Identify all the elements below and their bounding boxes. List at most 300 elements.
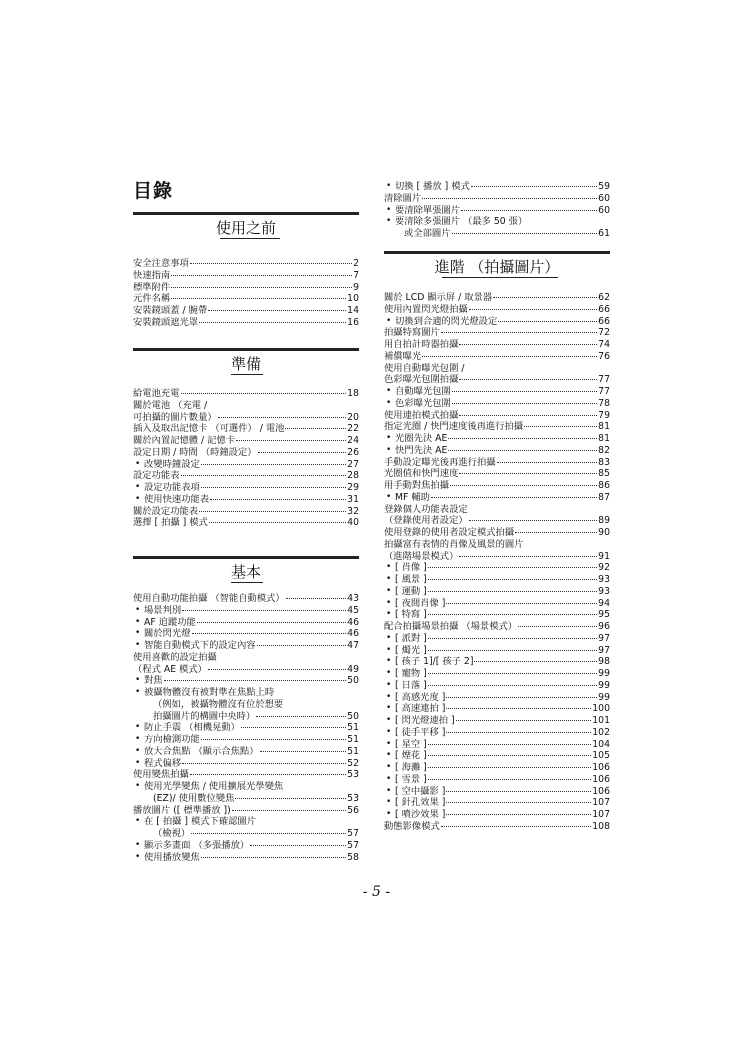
toc-entry[interactable] — [384, 633, 610, 645]
toc-dot-leader — [446, 732, 591, 733]
toc-entry-label: • 要清除多張圖片 （最多 50 張） — [384, 216, 527, 228]
toc-dot-leader — [446, 708, 591, 709]
toc-dot-leader — [515, 532, 597, 533]
toc-entry[interactable] — [384, 539, 610, 551]
toc-entry[interactable] — [384, 468, 610, 480]
toc-entry[interactable] — [384, 363, 610, 375]
toc-entry[interactable] — [384, 304, 610, 316]
toc-entry-page: 18 — [347, 388, 359, 399]
toc-entry-page: 77 — [598, 374, 610, 386]
toc-entry-page: 43 — [347, 593, 359, 604]
toc-entry[interactable] — [384, 680, 610, 692]
toc-entry-label: 可拍攝的圖片數量） — [133, 411, 217, 423]
toc-entry-page: 40 — [347, 517, 359, 529]
toc-entry[interactable] — [133, 805, 359, 817]
toc-entry-page: 28 — [347, 470, 359, 482]
toc-entry-page: 59 — [598, 181, 610, 192]
toc-dot-leader — [441, 332, 597, 333]
toc-dot-leader — [190, 774, 346, 775]
toc-entry-label: • 方向檢測功能 — [133, 734, 200, 746]
toc-dot-leader — [422, 356, 597, 357]
toc-entry-label: 設定功能表 — [133, 470, 180, 482]
toc-entry[interactable] — [133, 711, 359, 723]
toc-dot-leader — [446, 697, 597, 698]
toc-dot-leader — [446, 791, 591, 792]
toc-entry[interactable] — [133, 282, 359, 294]
toc-list-before-use — [133, 258, 359, 329]
section-heading: 準備 — [230, 355, 261, 373]
toc-entry[interactable] — [384, 598, 610, 610]
toc-entry-label: （進階場景模式） — [384, 550, 459, 562]
toc-entry-page: 7 — [353, 269, 359, 281]
toc-entry[interactable] — [384, 504, 610, 516]
toc-entry-page: 102 — [592, 726, 610, 738]
toc-entry[interactable] — [384, 692, 610, 704]
toc-entry-label: 補償曝光 — [384, 350, 422, 362]
toc-entry[interactable] — [133, 412, 359, 424]
toc-entry[interactable] — [133, 482, 359, 494]
toc-dot-leader — [431, 497, 597, 498]
toc-entry-page: 82 — [598, 444, 610, 456]
toc-entry[interactable] — [384, 739, 610, 751]
toc-entry-page: 96 — [598, 621, 610, 632]
toc-entry-label: • 光圈先決 AE — [384, 433, 447, 445]
toc-entry-page: 87 — [598, 491, 610, 503]
toc-entry-label: • [ 燭光 ] — [384, 645, 427, 657]
toc-dot-leader — [164, 680, 347, 681]
toc-dot-leader — [428, 614, 597, 615]
toc-dot-leader — [201, 487, 346, 488]
toc-entry[interactable] — [133, 769, 359, 781]
toc-entry-label: • 使用快速功能表 — [133, 494, 209, 506]
toc-entry[interactable] — [384, 292, 610, 304]
toc-entry-page: 45 — [347, 604, 359, 616]
toc-entry-page: 83 — [598, 456, 610, 468]
toc-dot-leader — [459, 415, 597, 416]
toc-dot-leader — [208, 310, 346, 311]
toc-entry-page: 74 — [598, 339, 610, 350]
toc-entry[interactable] — [133, 722, 359, 734]
toc-entry[interactable] — [384, 645, 610, 657]
toc-entry-label: • 防止手震 （相機晃動） — [133, 722, 240, 734]
toc-entry-page: 76 — [598, 350, 610, 362]
toc-entry[interactable] — [384, 715, 610, 727]
toc-entry-label: 關於電池 （充電 / — [133, 399, 208, 411]
toc-entry-page: 93 — [598, 574, 610, 585]
toc-dot-leader — [181, 393, 347, 394]
toc-entry-label: 使用變焦拍攝 — [133, 769, 189, 781]
toc-entry-label: 安全注意事項 — [133, 258, 189, 269]
toc-entry[interactable] — [384, 562, 610, 574]
toc-entry[interactable] — [133, 470, 359, 482]
toc-entry[interactable] — [384, 193, 610, 205]
toc-entry-page: 31 — [347, 493, 359, 505]
toc-dot-leader — [201, 857, 346, 858]
toc-entry-label: • 程式偏移 — [133, 758, 181, 770]
toc-dot-leader — [493, 297, 597, 298]
toc-entry-label: • 設定功能表項 — [133, 482, 200, 494]
toc-entry-page: 32 — [347, 505, 359, 517]
toc-dot-leader — [260, 751, 347, 752]
toc-entry-page: 107 — [592, 797, 610, 809]
toc-entry-page: 27 — [347, 458, 359, 470]
toc-dot-leader — [452, 403, 597, 404]
toc-entry-label: 關於設定功能表 — [133, 505, 199, 517]
toc-dot-leader — [257, 645, 347, 646]
toc-list-basic — [133, 593, 359, 863]
toc-dot-leader — [428, 767, 591, 768]
toc-dot-leader — [428, 579, 597, 580]
toc-entry-label: • [ 煙花 ] — [384, 750, 427, 762]
toc-entry-label: 使用內置閃光燈拍攝 — [384, 303, 468, 315]
toc-dot-leader — [459, 344, 597, 345]
toc-dot-leader — [201, 739, 346, 740]
toc-entry[interactable] — [133, 447, 359, 459]
toc-entry[interactable] — [384, 386, 610, 398]
toc-dot-leader — [428, 650, 597, 651]
toc-entry-label: • [ 肖像 ] — [384, 562, 427, 574]
toc-entry-label: • AF 追蹤功能 — [133, 617, 196, 629]
toc-entry-label: （登錄使用者設定） — [384, 515, 468, 527]
toc-entry-label: • [ 徒手平移 ] — [384, 727, 445, 739]
toc-dot-leader — [199, 322, 346, 323]
toc-entry[interactable] — [384, 656, 610, 668]
toc-entry[interactable] — [133, 828, 359, 840]
toc-list-advanced-recording — [384, 292, 610, 833]
toc-entry-page: 72 — [598, 327, 610, 339]
toc-entry-label: • [ 特寫 ] — [384, 609, 427, 621]
toc-entry-page: 60 — [598, 204, 610, 216]
toc-entry-page: 51 — [347, 722, 359, 734]
toc-entry[interactable] — [384, 774, 610, 786]
toc-entry-page: 89 — [598, 515, 610, 527]
toc-dot-leader — [232, 810, 346, 811]
toc-entry-page: 66 — [598, 315, 610, 327]
toc-entry-page: 26 — [347, 446, 359, 458]
toc-dot-leader — [209, 522, 346, 523]
toc-entry-page: 90 — [598, 527, 610, 538]
toc-entry[interactable] — [384, 809, 610, 821]
toc-entry[interactable] — [133, 506, 359, 518]
toc-entry[interactable] — [133, 605, 359, 617]
toc-entry[interactable] — [133, 640, 359, 652]
toc-entry-page: 100 — [592, 703, 610, 715]
toc-dot-leader — [471, 186, 597, 187]
toc-entry-page: 93 — [598, 585, 610, 597]
toc-entry[interactable] — [133, 494, 359, 506]
toc-entry-label: • [ 針孔效果 ] — [384, 797, 445, 809]
toc-dot-leader — [459, 473, 597, 474]
toc-entry[interactable] — [384, 228, 610, 240]
toc-entry-page: 46 — [347, 616, 359, 628]
toc-entry[interactable] — [133, 617, 359, 629]
toc-entry[interactable] — [384, 621, 610, 633]
toc-entry[interactable] — [384, 551, 610, 563]
toc-entry-label: 選擇 [ 拍攝 ] 模式 — [133, 517, 208, 529]
toc-entry-label: （程式 AE 模式） — [133, 663, 207, 675]
toc-entry[interactable] — [133, 734, 359, 746]
toc-dot-leader — [428, 591, 597, 592]
toc-entry[interactable] — [384, 574, 610, 586]
toc-entry-page: 79 — [598, 409, 610, 421]
toc-entry[interactable] — [133, 628, 359, 640]
toc-dot-leader — [441, 826, 591, 827]
toc-entry-label: • [ 派對 ] — [384, 633, 427, 645]
toc-entry-label: • 要清除單張圖片 — [384, 205, 460, 217]
page-title: 目錄 — [133, 180, 174, 202]
toc-dot-leader — [469, 520, 597, 521]
toc-entry-label: • [ 高速連拍 ] — [384, 703, 445, 715]
toc-entry-page: 9 — [353, 281, 359, 293]
section-header-basic — [133, 556, 359, 584]
toc-entry-page: 16 — [347, 316, 359, 328]
toc-entry-page: 29 — [347, 482, 359, 493]
toc-entry-page: 57 — [347, 839, 359, 851]
toc-entry-label: • [ 海灘 ] — [384, 762, 427, 774]
toc-entry[interactable] — [133, 270, 359, 282]
toc-entry[interactable] — [384, 586, 610, 598]
toc-entry-label: • [ 噴沙效果 ] — [384, 809, 445, 821]
toc-entry[interactable] — [384, 515, 610, 527]
toc-entry[interactable] — [133, 423, 359, 435]
toc-entry[interactable] — [133, 675, 359, 687]
toc-dot-leader — [192, 633, 347, 634]
toc-entry[interactable] — [133, 852, 359, 864]
toc-entry-label: 關於 LCD 顯示屏 / 取景器 — [384, 292, 493, 303]
toc-entry-label: • 切換到合適的閃光燈設定 — [384, 316, 497, 328]
toc-dot-leader — [448, 438, 597, 439]
toc-entry[interactable] — [384, 433, 610, 445]
section-rule — [133, 556, 359, 559]
toc-dot-leader — [450, 485, 597, 486]
toc-entry[interactable] — [133, 317, 359, 329]
toc-entry-label: • 被攝物體沒有被對準在焦點上時 — [133, 687, 274, 699]
toc-entry[interactable] — [133, 699, 359, 711]
toc-dot-leader — [428, 744, 591, 745]
toc-entry-page: 81 — [598, 421, 610, 433]
toc-entry-label: • [ 閃光燈連拍 ] — [384, 715, 455, 727]
toc-dot-leader — [171, 287, 352, 288]
toc-dot-leader — [446, 603, 597, 604]
toc-entry-label: 登錄個人功能表設定 — [384, 503, 468, 515]
toc-entry-label: 插入及取出記憶卡 （可選件） / 電池 — [133, 423, 285, 435]
toc-entry-label: 使用登錄的使用者設定模式拍攝 — [384, 527, 515, 538]
toc-entry[interactable] — [384, 821, 610, 833]
toc-entry-label: 使用自動功能拍攝 （智能自動模式） — [133, 593, 285, 604]
toc-entry[interactable] — [133, 664, 359, 676]
toc-dot-leader — [199, 511, 346, 512]
toc-entry[interactable] — [384, 398, 610, 410]
section-heading: 基本 — [230, 563, 261, 581]
toc-dot-leader — [428, 638, 597, 639]
toc-entry-label: • 顯示多畫面 （多張播放） — [133, 840, 249, 852]
toc-entry[interactable] — [133, 840, 359, 852]
toc-entry-label: 拍攝富有表情的肖像及風景的圖片 — [384, 538, 524, 550]
toc-entry[interactable] — [133, 793, 359, 805]
toc-entry-label: 使用喜歡的設定拍攝 — [133, 651, 217, 663]
toc-dot-leader — [524, 426, 597, 427]
toc-entry-label: 用自拍計時器拍攝 — [384, 339, 459, 350]
toc-entry[interactable] — [384, 668, 610, 680]
toc-entry[interactable] — [384, 445, 610, 457]
toc-dot-leader — [235, 798, 346, 799]
toc-entry[interactable] — [384, 492, 610, 504]
toc-entry-label: • 在 [ 拍攝 ] 模式下確認圖片 — [133, 816, 256, 828]
toc-entry-label: • [ 夜間肖像 ] — [384, 598, 445, 610]
toc-entry[interactable] — [133, 435, 359, 447]
section-rule — [133, 212, 359, 215]
toc-entry[interactable] — [384, 327, 610, 339]
toc-entry-page: 10 — [347, 293, 359, 305]
toc-entry[interactable] — [384, 410, 610, 422]
toc-dot-leader — [191, 833, 346, 834]
toc-dot-leader — [428, 685, 597, 686]
toc-entry[interactable] — [133, 758, 359, 770]
toc-dot-leader — [452, 233, 598, 234]
toc-entry-label: 播放圖片 ([ 標準播放 ]) — [133, 804, 231, 816]
toc-entry-label: • 使用光學變焦 / 使用擴展光學變焦 — [133, 781, 283, 793]
toc-entry-label: 安裝鏡頭遮光罩 — [133, 316, 199, 328]
toc-dot-leader — [459, 379, 597, 380]
toc-entry-page: 94 — [598, 597, 610, 609]
toc-entry[interactable] — [384, 797, 610, 809]
toc-entry-label: 給電池充電 — [133, 388, 180, 399]
toc-entry-label: • 智能自動模式下的設定內容 — [133, 640, 256, 652]
toc-entry[interactable] — [133, 687, 359, 699]
toc-dot-leader — [197, 622, 346, 623]
toc-entry-label: • 切換 [ 播放 ] 模式 — [384, 181, 470, 193]
toc-entry-page: 97 — [598, 632, 610, 644]
toc-entry[interactable] — [133, 388, 359, 400]
toc-entry[interactable] — [384, 527, 610, 539]
toc-entry[interactable] — [384, 480, 610, 492]
toc-dot-leader — [459, 556, 597, 557]
toc-dot-leader — [285, 428, 346, 429]
toc-entry[interactable] — [133, 593, 359, 605]
toc-entry-page: 95 — [598, 609, 610, 621]
toc-entry[interactable] — [133, 746, 359, 758]
toc-list-playback-continued — [384, 181, 610, 240]
toc-entry-label: 元件名稱 — [133, 293, 171, 305]
toc-dot-leader — [286, 598, 346, 599]
toc-dot-leader — [518, 626, 597, 627]
toc-entry[interactable] — [384, 727, 610, 739]
toc-entry-page: 58 — [347, 851, 359, 863]
toc-entry-label: 配合拍攝場景拍攝 （場景模式） — [384, 621, 518, 632]
toc-entry-page: 97 — [598, 644, 610, 656]
toc-dot-leader — [182, 610, 346, 611]
toc-entry[interactable] — [384, 316, 610, 328]
toc-entry[interactable] — [133, 459, 359, 471]
toc-entry-page: 51 — [347, 734, 359, 745]
toc-entry-page: 81 — [598, 433, 610, 444]
toc-entry-page: 62 — [598, 292, 610, 303]
toc-entry[interactable] — [384, 216, 610, 228]
toc-entry-label: （檢視） — [153, 828, 191, 839]
toc-entry[interactable] — [384, 181, 610, 193]
toc-dot-leader — [448, 450, 597, 451]
toc-entry[interactable] — [384, 762, 610, 774]
toc-entry-label: • 改變時鐘設定 — [133, 459, 200, 471]
toc-entry[interactable] — [384, 457, 610, 469]
toc-entry[interactable] — [384, 351, 610, 363]
toc-entry-page: 66 — [598, 303, 610, 315]
toc-entry-page: 104 — [592, 738, 610, 750]
toc-entry-label: • [ 風景 ] — [384, 574, 427, 586]
toc-entry-label: • MF 輔助 — [384, 492, 430, 504]
toc-dot-leader — [498, 321, 597, 322]
toc-dot-leader — [497, 462, 598, 463]
toc-entry-label: 動態影像模式 — [384, 820, 440, 832]
toc-entry[interactable] — [133, 293, 359, 305]
toc-entry[interactable] — [384, 609, 610, 621]
toc-entry-label: • 色彩曝光包圍 — [384, 398, 451, 410]
toc-entry[interactable] — [133, 305, 359, 317]
toc-entry[interactable] — [133, 652, 359, 664]
toc-entry-page: 56 — [347, 804, 359, 816]
toc-entry-label: 使用自動曝光包圍 / — [384, 362, 465, 374]
toc-entry-page: 51 — [347, 745, 359, 757]
toc-entry-label: • 場景判別 — [133, 605, 181, 617]
toc-entry-label: 安裝鏡頭蓋 / 腕帶 — [133, 305, 208, 316]
section-rule — [384, 251, 610, 254]
page-number: - 5 - — [362, 884, 391, 900]
toc-entry[interactable] — [384, 421, 610, 433]
toc-entry-label: 標準附件 — [133, 281, 171, 293]
toc-entry-page: 107 — [592, 809, 610, 820]
toc-dot-leader — [452, 391, 597, 392]
toc-dot-leader — [236, 440, 346, 441]
toc-entry-page: 106 — [592, 785, 610, 797]
toc-entry[interactable] — [133, 258, 359, 270]
toc-entry[interactable] — [133, 400, 359, 412]
toc-entry-page: 49 — [347, 663, 359, 675]
toc-entry[interactable] — [133, 816, 359, 828]
toc-entry-label: 關於內置記憶體 / 記憶卡 — [133, 435, 236, 446]
toc-dot-leader — [241, 727, 346, 728]
toc-entry-label: (EZ)/ 使用數位變焦 — [153, 792, 235, 804]
toc-dot-leader — [182, 763, 346, 764]
toc-entry[interactable] — [384, 786, 610, 798]
toc-entry-page: 47 — [347, 640, 359, 651]
toc-entry[interactable] — [384, 205, 610, 217]
toc-entry-label: • [ 空中攝影 ] — [384, 786, 445, 798]
toc-dot-leader — [171, 275, 352, 276]
toc-entry-page: 106 — [592, 773, 610, 785]
toc-entry-label: 快速指南 — [133, 269, 171, 281]
section-header-preparation — [133, 348, 359, 376]
toc-entry[interactable] — [384, 750, 610, 762]
toc-entry[interactable] — [133, 517, 359, 529]
toc-entry-label: • 自動曝光包圍 — [384, 386, 451, 398]
toc-entry-page: 101 — [592, 715, 610, 726]
section-heading: 使用之前 — [215, 219, 276, 237]
section-header-advanced-recording — [384, 251, 610, 279]
toc-entry[interactable] — [384, 339, 610, 351]
toc-dot-leader — [218, 417, 346, 418]
toc-entry-page: 2 — [353, 258, 359, 269]
toc-entry-page: 22 — [347, 423, 359, 435]
toc-entry[interactable] — [384, 374, 610, 386]
toc-entry-label: • 對焦 — [133, 675, 163, 687]
toc-dot-leader — [181, 475, 347, 476]
toc-entry[interactable] — [133, 781, 359, 793]
toc-dot-leader — [469, 309, 597, 310]
toc-entry-label: • [ 日落 ] — [384, 680, 427, 692]
toc-entry-page: 53 — [347, 792, 359, 804]
toc-entry-page: 46 — [347, 628, 359, 640]
toc-entry[interactable] — [384, 703, 610, 715]
